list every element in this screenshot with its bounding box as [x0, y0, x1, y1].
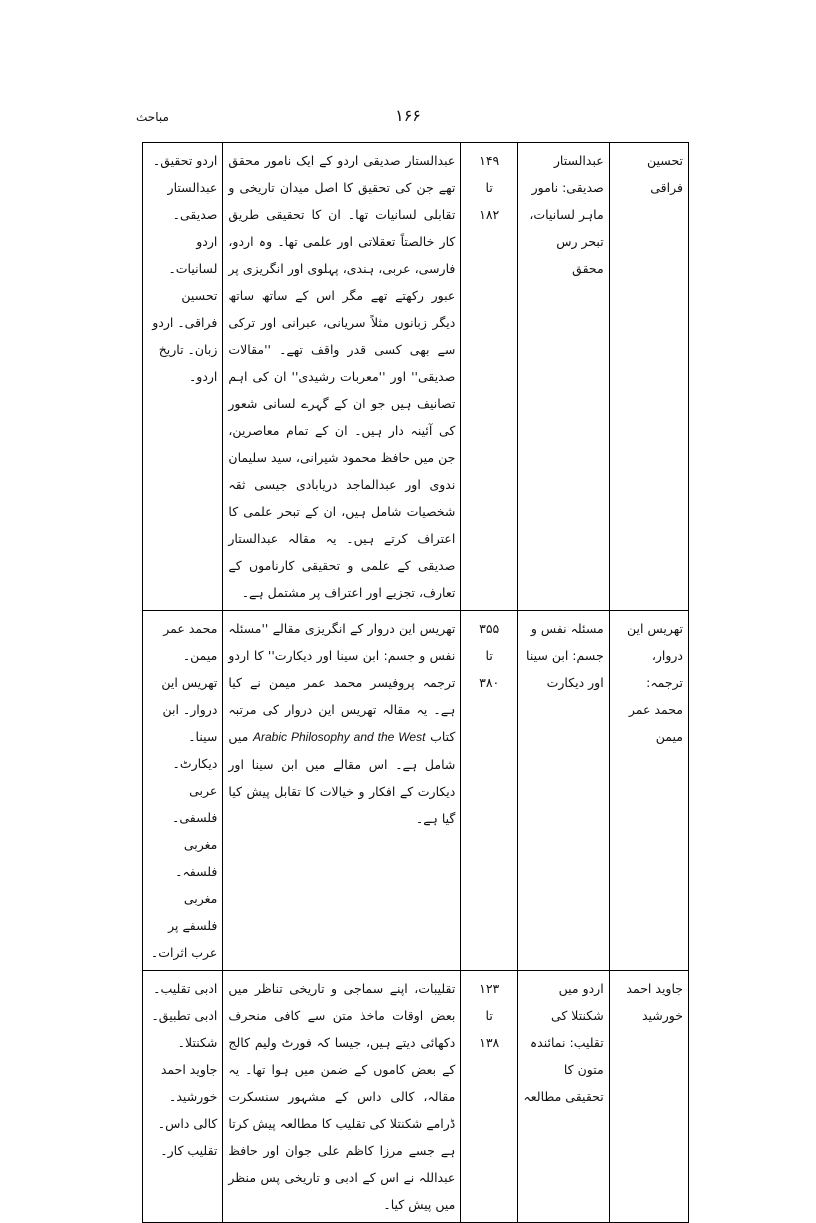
keywords-cell: اردو تحقیق۔ عبدالستار صدیقی۔ اردو لسانیات۔ تحسین فراقی۔ اردو زبان۔ تاریخ اردو۔: [143, 143, 223, 611]
title-cell: عبدالستار صدیقی: نامور ماہر لسانیات، تبحر رس محقق: [518, 143, 610, 611]
table-row: [143, 611, 689, 971]
pages-cell: [461, 143, 518, 611]
page-range-separator: تا: [485, 180, 493, 195]
summary-cell: عبدالستار صدیقی اردو کے ایک نامور محقق تھے جن کی تحقیق کا اصل میدان تاریخی و تقابلی لسانیات تھا۔ ان کا تحقیقی طریق کار خالصتاً تعقلاتی اور علمی تھا۔ وہ اردو، فارسی، عربی، ہندی، پہلوی اور انگریزی پر عبور رکھتے تھے مگر اس کے ساتھ ساتھ دیگر زبانوں مثلاً سریانی، عبرانی اور ترکی سے بھی کسی قدر واقف تھے۔ ''مقالات صدیقی'' اور ''معربات رشیدی'' ان کی اہم تصانیف ہیں جو ان کے گہرے لسانی شعور کی آئینہ دار ہیں۔ ان کے تمام معاصرین، جن میں حافظ محمود شیرانی، سید سلیمان ندوی اور عبدالماجد دریابادی جیسی ثقہ شخصیات شامل ہیں، ان کے تبحر علمی کا اعتراف کرتے ہیں۔ یہ مقالہ عبدالستار صدیقی کے علمی و تحقیقی کارناموں کے تعارف، تجزیے اور اعتراف پر مشتمل ہے۔: [223, 143, 461, 611]
page-end: ۳۸۰: [479, 675, 500, 690]
table-row: [143, 143, 689, 611]
page-range-separator: تا: [485, 1008, 493, 1023]
page-start: ۳۵۵: [479, 621, 500, 636]
keywords-cell: ادبی تقلیب۔ ادبی تطبیق۔ شکنتلا۔ جاوید احمد خورشید۔ کالی داس۔ تقلیب کار۔: [143, 971, 223, 1223]
summary-cell: [223, 611, 461, 971]
keywords-cell: محمد عمر میمن۔ تھریس این دروار۔ ابن سینا۔ دیکارٹ۔ عربی فلسفی۔ مغربی فلسفہ۔ مغربی فلسفے پر عرب اثرات۔: [143, 611, 223, 971]
pages-cell: [461, 611, 518, 971]
summary-cell: تقلیبات، اپنے سماجی و تاریخی تناظر میں بعض اوقات ماخذ متن سے کافی منحرف دکھائی دیتے ہیں، جیسا کہ فورٹ ولیم کالج کے بعض کاموں کے ضمن میں ہوا تھا۔ یہ مقالہ، کالی داس کے مشہور سنسکرت ڈرامے شکنتلا کی تقلیب کا مطالعہ پیش کرتا ہے جسے مرزا کاظم علی جوان اور حافظ عبداللہ نے اس کے ادبی و تاریخی پس منظر میں پیش کیا۔: [223, 971, 461, 1223]
table-row: [143, 971, 689, 1223]
page-start: ۱۲۳: [479, 981, 500, 996]
author-cell: جاوید احمد خورشید: [609, 971, 688, 1223]
page-start: ۱۴۹: [479, 153, 500, 168]
author-cell: تھریس این دروار، ترجمہ: محمد عمر میمن: [609, 611, 688, 971]
article-index-table: [142, 142, 689, 1223]
summary-text: میں شامل ہے۔ اس مقالے میں ابن سینا اور دیکارت کے افکار و خیالات کا تقابل پیش کیا گیا ہے۔: [228, 729, 456, 826]
author-cell: تحسین فراقی: [609, 143, 688, 611]
running-head: مباحث: [136, 110, 169, 124]
page-end: ۱۸۲: [479, 207, 500, 222]
title-cell: مسئلہ نفس و جسم: ابن سینا اور دیکارت: [518, 611, 610, 971]
page-number: ۱۶۶: [395, 106, 421, 125]
page-end: ۱۳۸: [479, 1035, 500, 1050]
title-cell: اردو میں شکنتلا کی تقلیب: نمائندہ متون کا تحقیقی مطالعہ: [518, 971, 610, 1223]
pages-cell: [461, 971, 518, 1223]
book-title: Arabic Philosophy and the West: [253, 730, 426, 744]
page-range-separator: تا: [485, 648, 493, 663]
summary-text: تھریس این دروار کے انگریزی مقالے ''مسئلہ نفس و جسم: ابن سینا اور دیکارت'' کا اردو ترجمہ پروفیسر محمد عمر میمن نے کیا ہے۔ یہ مقالہ تھریس این دروار کی مرتبہ کتاب: [228, 621, 456, 744]
